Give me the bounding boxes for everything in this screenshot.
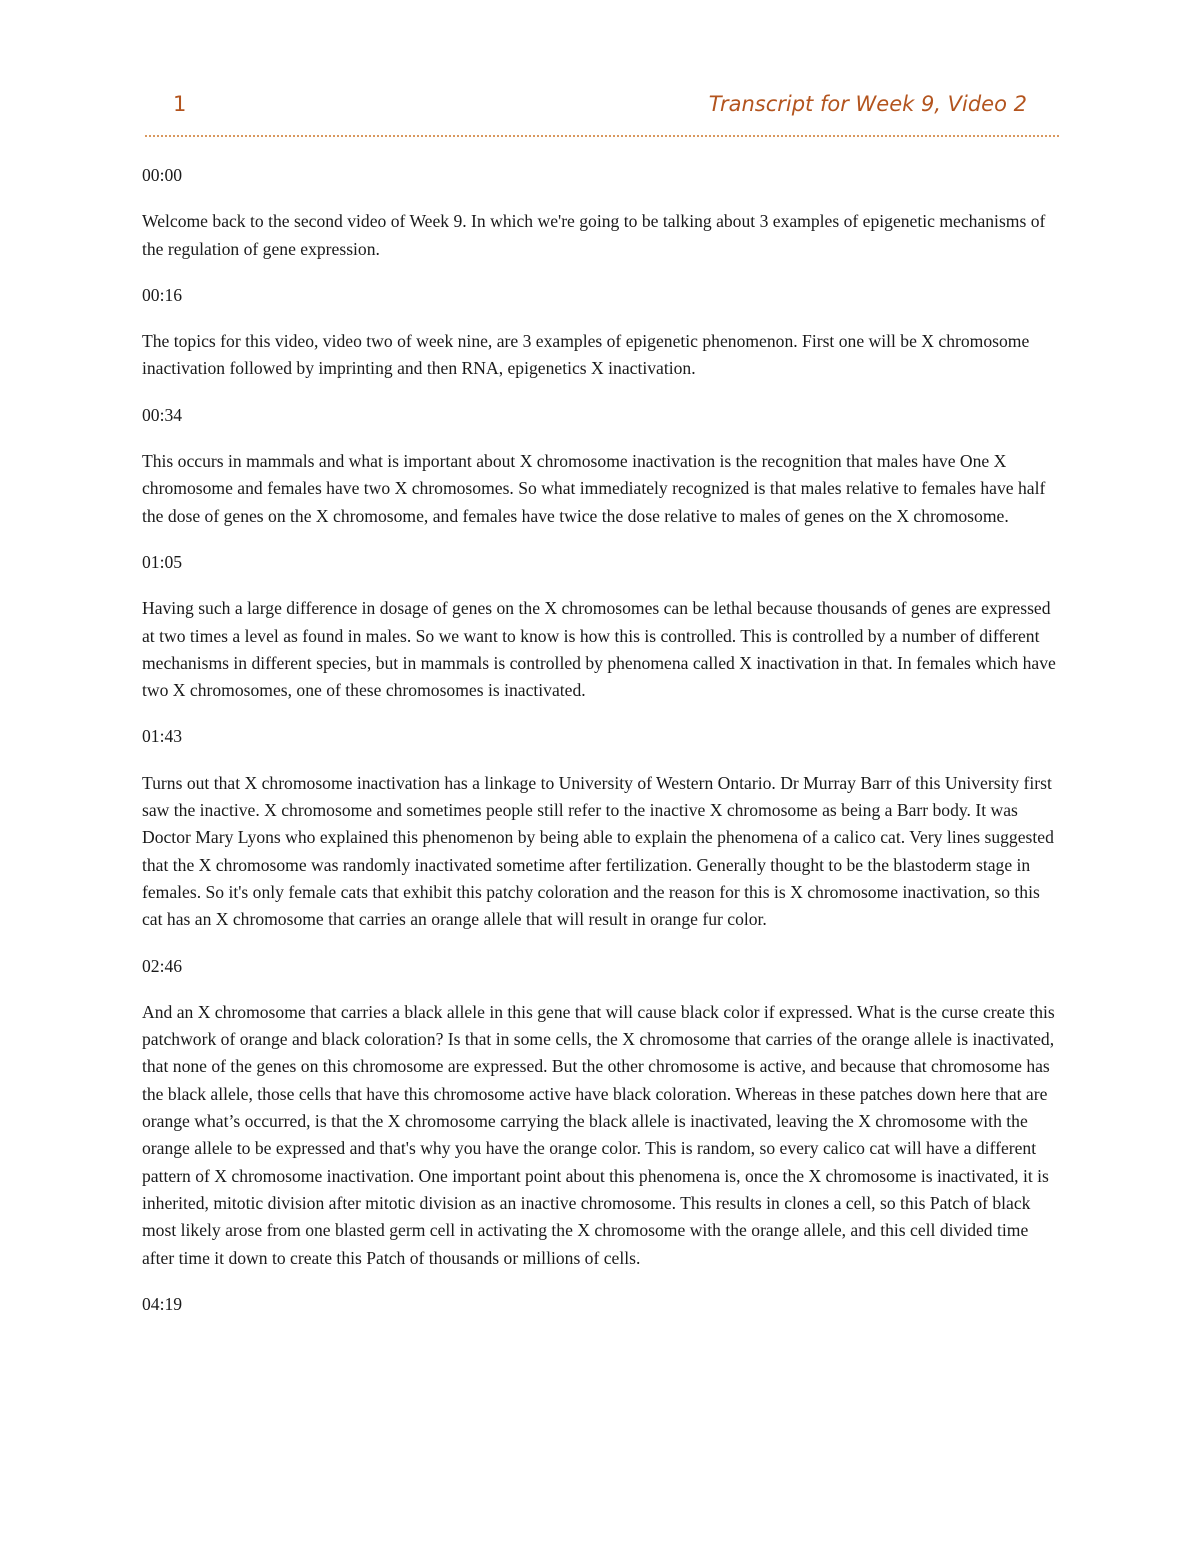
transcript-paragraph: The topics for this video, video two of week nine, are 3 examples of epigenetic phenomenon. First one will be X chromosome inactivation followed by imprinting and then RNA, epigenetics X inactivation. (142, 331, 1030, 379)
timestamp: 01:05 (142, 551, 183, 572)
transcript-paragraph: Turns out that X chromosome inactivation has a linkage to University of Western Ontario. Dr Murray Barr of this University first saw the inactive. X chromosome and sometimes people still refer to the inactive X chromosome as being a Barr body. It was Doctor Mary Lyons who explained this phenomenon by being able to explain the phenomena of a calico cat. Very lines suggested that the X chromosome was randomly inactivated sometime after fertilization. Generally thought to be the blastoderm stage in females. So it's only female cats that exhibit this patchy coloration and the reason for this is X chromosome inactivation, so this cat has an X chromosome that carries an orange allele that will result in orange fur color. (142, 772, 1054, 930)
transcript-paragraph: Welcome back to the second video of Week 9. In which we're going to be talking about 3 examples of epigenetic mechanisms of the regulation of gene expression. (142, 211, 1046, 259)
timestamp: 00:16 (142, 284, 183, 305)
page-header (145, 88, 1059, 124)
timestamp: 02:46 (142, 955, 183, 976)
timestamp: 04:19 (142, 1293, 183, 1314)
timestamp: 01:43 (142, 726, 183, 747)
transcript-paragraph: Having such a large difference in dosage of genes on the X chromosomes can be lethal because thousands of genes are expressed at two times a level as found in males. So we want to know is how this is controlled. This is controlled by a number of different mechanisms in different species, but in mammals is controlled by phenomena called X inactivation in that. In females which have two X chromosomes, one of these chromosomes is inactivated. (142, 598, 1056, 701)
transcript-body (142, 162, 1060, 1337)
transcript-paragraph: This occurs in mammals and what is important about X chromosome inactivation is the recognition that males have One X chromosome and females have two X chromosomes. So what immediately recognized is that males relative to females have half the dose of genes on the X chromosome, and females have twice the dose relative to males of genes on the X chromosome. (142, 451, 1046, 526)
document-title: Transcript for Week 9, Video 2 (708, 92, 1027, 116)
page-number: 1 (173, 92, 187, 116)
timestamp: 00:00 (142, 165, 183, 185)
header-divider (145, 135, 1059, 137)
timestamp: 00:34 (142, 404, 183, 425)
transcript-paragraph: And an X chromosome that carries a black allele in this gene that will cause black color if expressed. What is the curse create this patchwork of orange and black coloration? Is that in some cells, the X chromosome that carries of the orange allele is inactivated, that none of the genes on this chromosome are expressed. But the other chromosome is active, and because that chromosome has the black allele, those cells that have this chromosome active have black coloration. Whereas in these patches down here that are orange what’s occurred, is that the X chromosome carrying the black allele is inactivated, leaving the X chromosome with the orange allele to be expressed and that's why you have the orange color. This is random, so every calico cat will have a different pattern of X chromosome inactivation. One important point about this phenomena is, once the X chromosome is inactivated, it is inherited, mitotic division after mitotic division as an inactive chromosome. This results in clones a cell, so this Patch of black most likely arose from one blasted germ cell in activating the X chromosome with the orange allele, and this cell divided time after time it down to create this Patch of thousands or millions of cells. (142, 1001, 1055, 1268)
